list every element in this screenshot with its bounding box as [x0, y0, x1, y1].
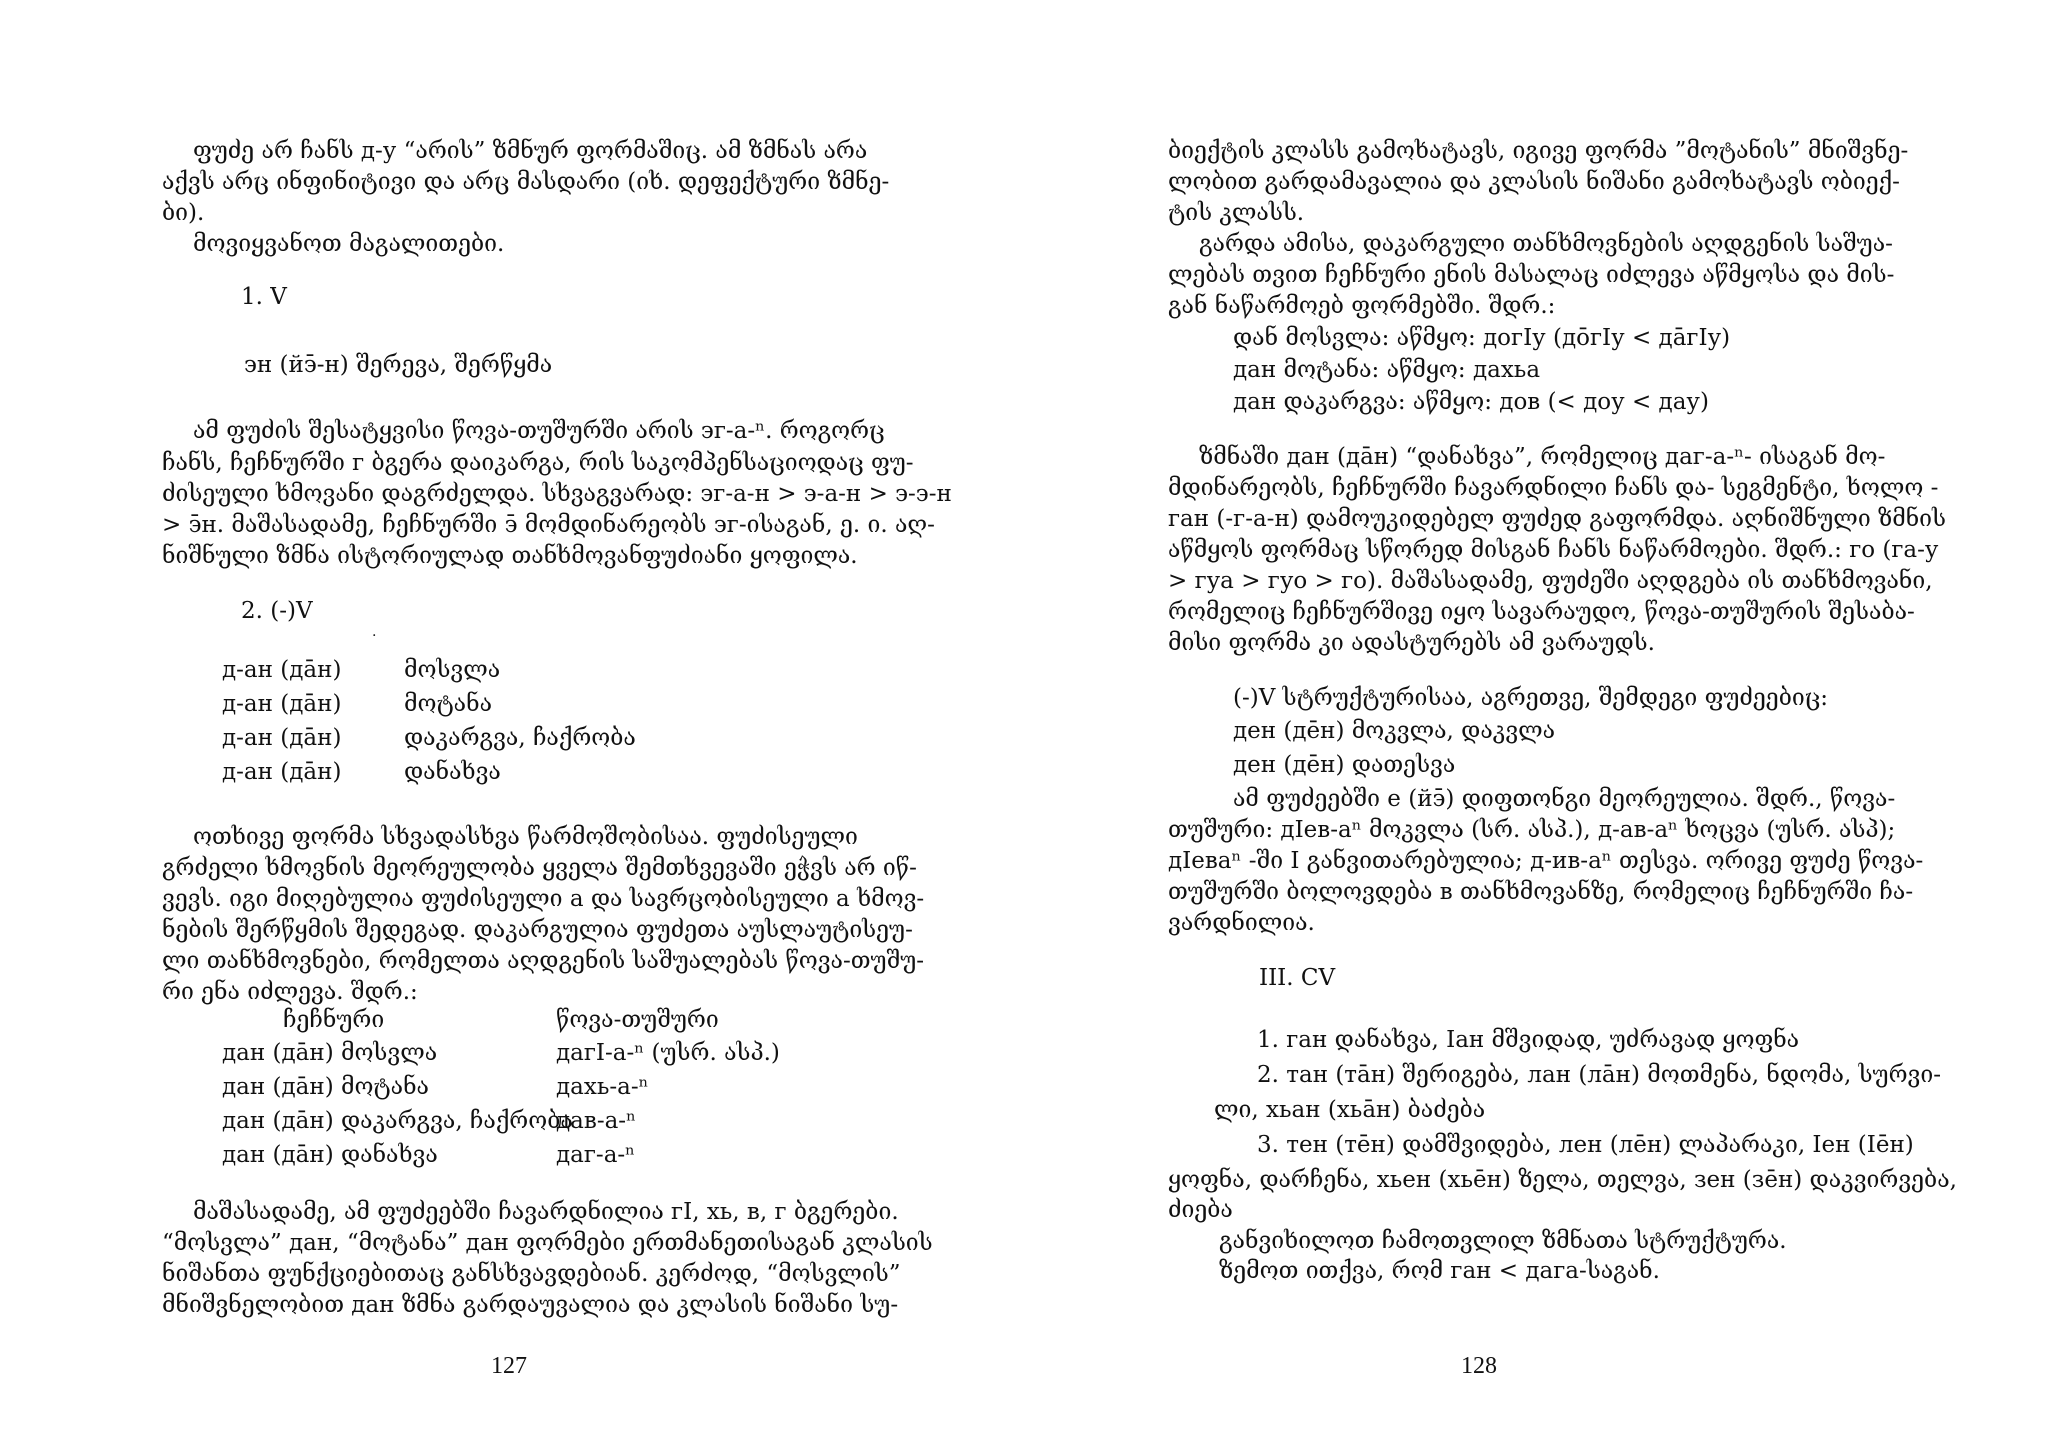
- text-line: ган (-г-а-н) დამოუკიდებელ ფუძედ გაფორმდა. აღნიშნული ზმნის: [1168, 506, 1947, 532]
- list-form: д-ан (дāн): [222, 725, 342, 751]
- section-heading: 1. V: [241, 284, 287, 310]
- text-line: ამ ფუძეებში е (йэ̄) დიფთონგი მეორეულია. შდრ., წოვა-: [1233, 786, 1896, 812]
- text-line: ზემოთ ითქვა, რომ ган < дага-საგან.: [1219, 1258, 1660, 1284]
- text-line: ზმნაში дан (дāн) “დანახვა”, რომელიც даг-а-ⁿ- ისაგან მო-: [1199, 444, 1886, 470]
- text-line: ვევს. იგი მიღებულია ფუძისეული a და სავრცობისეული a ხმოვ-: [162, 886, 925, 912]
- section-heading: III. CV: [1259, 965, 1336, 991]
- text-line: აქვს არც ინფინიტივი და არც მასდარი (იხ. დეფექტური ზმნე-: [162, 169, 890, 195]
- table-cell: дахь-а-ⁿ: [556, 1074, 649, 1100]
- text-line: дан დაკარგვა: აწმყო: дов (< доу < дау): [1233, 389, 1709, 415]
- text-line: ვარდნილია.: [1168, 910, 1315, 936]
- text-line: дан მოტანა: აწმყო: дахьа: [1233, 357, 1541, 383]
- text-line: ტის კლასს.: [1168, 200, 1305, 226]
- text-line: თუშური: дIев-аⁿ მოკვლა (სრ. ასპ.), д-ав-аⁿ ხოცვა (უსრ. ასპ);: [1168, 817, 1896, 843]
- table-cell: дан (дāн) მოსვლა: [222, 1040, 438, 1066]
- page-number: 127: [491, 1353, 527, 1379]
- table-cell: дан (дāн) დანახვა: [222, 1142, 438, 1168]
- text-line: ნიშანთა ფუნქციებითაც განსხვავდებიან. კერძოდ, “მოსვლის”: [162, 1261, 901, 1287]
- text-line: (-)V სტრუქტურისაა, აგრეთვე, შემდეგი ფუძეებიც:: [1233, 685, 1828, 711]
- text-line: ფუძე არ ჩანს д-у “არის” ზმნურ ფორმაშიც. ამ ზმნას არა: [193, 138, 868, 164]
- text-line: > гуа > гуо > го). მაშასადამე, ფუძეში აღდგება ის თანხმოვანი,: [1168, 568, 1933, 594]
- list-form: д-ан (дāн): [222, 657, 342, 683]
- table-cell: даг-а-ⁿ: [556, 1142, 636, 1168]
- text-line: ამ ფუძის შესატყვისი წოვა-თუშურში არის эг-а-ⁿ. როგორც: [193, 418, 885, 444]
- text-line: აწმყოს ფორმაც სწორედ მისგან ჩანს ნაწარმოები. შდრ.: го (га-у: [1168, 537, 1939, 563]
- table-header: ჩეჩნური: [283, 1007, 385, 1033]
- text-line: ნიშნული ზმნა ისტორიულად თანხმოვანფუძიანი ყოფილა.: [162, 543, 858, 569]
- text-line: დან მოსვლა: აწმყო: догIу (дōгIу < дāгIу): [1233, 325, 1731, 351]
- table-cell: дан (дāн) დაკარგვა, ჩაქრობა: [222, 1108, 573, 1134]
- text-line: ლი თანხმოვნები, რომელთა აღდგენის საშუალებას წოვა-თუშუ-: [162, 948, 925, 974]
- text-line: რი ენა იძლევა. შდრ.:: [162, 979, 418, 1005]
- right-page: [1024, 0, 2048, 1447]
- text-line: მდინარეობს, ჩეჩნურში ჩავარდნილი ჩანს და- სეგმენტი, ხოლო -: [1168, 475, 1939, 501]
- text-line: 2. тан (тāн) შერიგება, лан (лāн) მოთმენა, ნდომა, სურვი-: [1257, 1062, 1941, 1088]
- list-meaning: დანახვა: [404, 759, 501, 785]
- text-line: გარდა ამისა, დაკარგული თანხმოვნების აღდგენის საშუა-: [1199, 231, 1893, 257]
- text-line: “მოსვლა” дан, “მოტანა” дан ფორმები ერთმანეთისაგან კლასის: [162, 1230, 933, 1256]
- text-line: მოვიყვანოთ მაგალითები.: [193, 231, 505, 257]
- section-heading: 2. (-)V: [241, 598, 313, 624]
- text-line: განვიხილოთ ჩამოთვლილ ზმნათა სტრუქტურა.: [1219, 1228, 1787, 1254]
- text-line: ლობით გარდამავალია და კლასის ნიშანი გამოხატავს ობიექ-: [1168, 169, 1900, 195]
- text-line: эн (йэ̄-н) შერევა, შერწყმა: [244, 352, 553, 378]
- table-cell: дан (дāн) მოტანა: [222, 1074, 429, 1100]
- text-line: ჩანს, ჩეჩნურში г ბგერა დაიკარგა, რის საკომპენსაციოდაც ფუ-: [162, 450, 914, 476]
- text-line: მნიშვნელობით дан ზმნა გარდაუვალია და კლასის ნიშანი სუ-: [162, 1292, 899, 1318]
- text-line: > э̄н. მაშასადამე, ჩეჩნურში э̄ მომდინარეობს эг-ისაგან, ე. ი. აღ-: [162, 512, 935, 538]
- text-line: дIеваⁿ -ში I განვითარებულია; д-ив-аⁿ თესვა. ორივე ფუძე წოვა-: [1168, 848, 1924, 874]
- text-line: თუშურში ბოლოვდება в თანხმოვანზე, რომელიც ჩეჩნურში ჩა-: [1168, 879, 1914, 905]
- text-line: გან ნაწარმოებ ფორმებში. შდრ.:: [1168, 293, 1556, 319]
- text-line: გრძელი ხმოვნის მეორეულობა ყველა შემთხვევაში ეჭვს არ იწ-: [162, 855, 917, 881]
- table-cell: дав-а-ⁿ: [556, 1108, 637, 1134]
- table-header: წოვა-თუშური: [556, 1007, 719, 1033]
- list-form: д-ан (дāн): [222, 759, 342, 785]
- text-line: ბიექტის კლასს გამოხატავს, იგივე ფორმა ”მოტანის” მნიშვნე-: [1168, 138, 1909, 164]
- text-line: მისი ფორმა კი ადასტურებს ამ ვარაუდს.: [1168, 630, 1655, 656]
- text-line: ден (дēн) მოკვლა, დაკვლა: [1233, 718, 1556, 744]
- table-cell: дагI-а-ⁿ (უსრ. ასპ.): [556, 1040, 780, 1066]
- text-line: ძიება: [1168, 1197, 1233, 1223]
- text-line: ლებას თვით ჩეჩნური ენის მასალაც იძლევა აწმყოსა და მის-: [1168, 262, 1895, 288]
- list-meaning: მოსვლა: [404, 657, 501, 683]
- stray-dot: .: [372, 624, 377, 640]
- text-line: 3. тен (тēн) დამშვიდება, лен (лēн) ლაპარაკი, Iен (Iēн): [1257, 1132, 1914, 1158]
- text-line: რომელიც ჩეჩნურშივე იყო სავარაუდო, წოვა-თუშურის შესაბა-: [1168, 599, 1915, 625]
- text-line: ნების შერწყმის შედეგად. დაკარგულია ფუძეთა აუსლაუტისეუ-: [162, 917, 913, 943]
- text-line: ბი).: [162, 200, 205, 226]
- list-form: д-ан (дāн): [222, 691, 342, 717]
- list-meaning: დაკარგვა, ჩაქრობა: [404, 725, 636, 751]
- text-line: 1. ган დანახვა, Iан მშვიდად, უძრავად ყოფნა: [1257, 1027, 1800, 1053]
- text-line: ყოფნა, დარჩენა, хьен (хьēн) ზელა, თელვა, зен (зēн) დაკვირვება,: [1168, 1167, 1957, 1193]
- text-line: მაშასადამე, ამ ფუძეებში ჩავარდნილია гI, хь, в, г ბგერები.: [193, 1199, 899, 1225]
- text-line: ძისეული ხმოვანი დაგრძელდა. სხვაგვარად: эг-а-н > э-а-н > э-э-н: [162, 481, 952, 507]
- text-line: ден (дēн) დათესვა: [1233, 752, 1456, 778]
- list-meaning: მოტანა: [404, 691, 493, 717]
- text-line: ოთხივე ფორმა სხვადასხვა წარმოშობისაა. ფუძისეული: [193, 824, 858, 850]
- page-number: 128: [1461, 1353, 1497, 1379]
- text-line: ლი, хьан (хьāн) ბაძება: [1214, 1097, 1486, 1123]
